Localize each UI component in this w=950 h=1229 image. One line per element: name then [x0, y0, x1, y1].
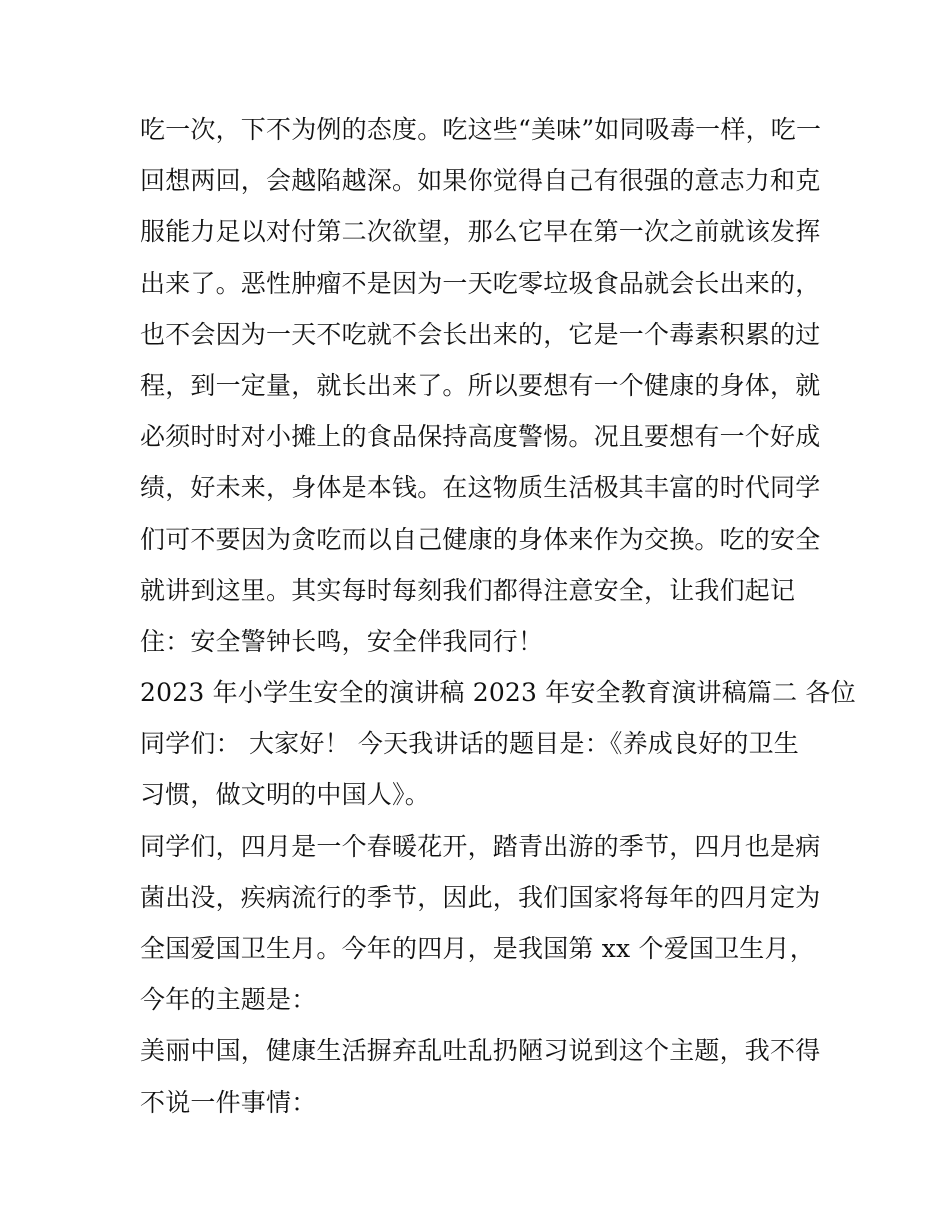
text-line: 同学们： 大家好！ 今天我讲话的题目是：《养成良好的卫生: [140, 729, 799, 759]
text-line: 回想两回，会越陷越深。如果你觉得自己有很强的意志力和克: [140, 166, 821, 196]
text-line: 不说一件事情：: [140, 1087, 317, 1117]
text-line: 美丽中国，健康生活摒弃乱吐乱扔陋习说到这个主题，我不得: [140, 1036, 821, 1066]
text-line: 今年的主题是：: [140, 985, 317, 1015]
text-line: 就讲到这里。其实每时每刻我们都得注意安全，让我们起记: [140, 575, 796, 605]
text-line: 绩，好未来，身体是本钱。在这物质生活极其丰富的时代同学: [140, 473, 821, 503]
heading-line: 2023 年小学生安全的演讲稿 2023 年安全教育演讲稿篇二 各位: [140, 678, 856, 708]
text-line: 们可不要因为贪吃而以自己健康的身体来作为交换。吃的安全: [140, 524, 821, 554]
text-line: 习惯，做文明的中国人》。: [140, 780, 430, 810]
text-line: 出来了。恶性肿瘤不是因为一天吃零垃圾食品就会长出来的，: [140, 268, 821, 298]
document-body: [140, 104, 856, 1128]
text-line: 程，到一定量，就长出来了。所以要想有一个健康的身体，就: [140, 370, 821, 400]
text-line: 必须时时对小摊上的食品保持高度警惕。况且要想有一个好成: [140, 422, 821, 452]
text-line: 菌出没，疾病流行的季节，因此，我们国家将每年的四月定为: [140, 882, 821, 912]
text-line: 服能力足以对付第二次欲望，那么它早在第一次之前就该发挥: [140, 217, 821, 247]
text-line: 全国爱国卫生月。今年的四月，是我国第 xx 个爱国卫生月，: [140, 934, 815, 963]
text-line: 住：安全警钟长鸣，安全伴我同行！: [140, 626, 544, 656]
text-line: 吃一次，下不为例的态度。吃这些“美味”如同吸毒一样，吃一: [140, 115, 822, 144]
text-line: 也不会因为一天不吃就不会长出来的，它是一个毒素积累的过: [140, 319, 821, 349]
text-line: 同学们，四月是一个春暖花开，踏青出游的季节，四月也是病: [140, 831, 821, 861]
